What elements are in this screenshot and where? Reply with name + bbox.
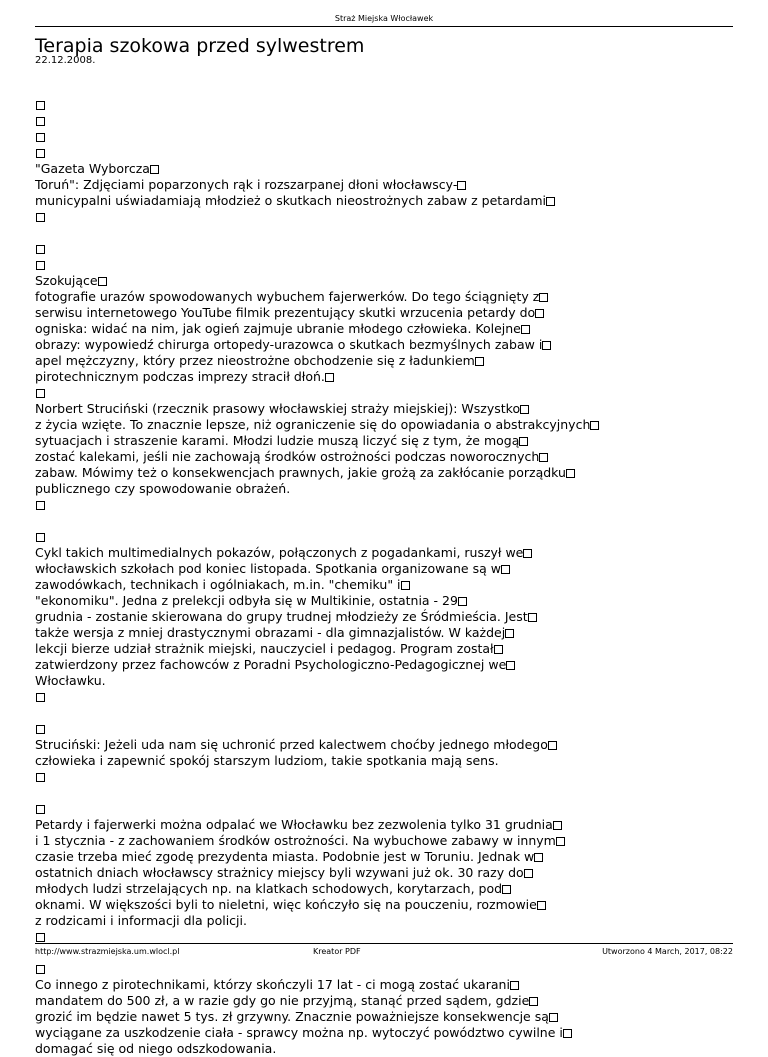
missing-glyph-box-icon [535,309,544,318]
text-line [35,913,735,929]
missing-glyph-box-icon [590,421,599,430]
text-line [35,305,735,321]
text-line-content: serwisu internetowego YouTube filmik prezentujący skutki wrzucenia petardy do [35,305,536,320]
text-line [35,385,735,401]
missing-glyph-box-icon [36,773,45,782]
text-line [35,657,735,673]
text-line-content: Norbert Struciński (rzecznik prasowy włocławskiej straży miejskiej): Wszystko [35,401,521,416]
text-line-content: Struciński: Jeżeli uda nam się uchronić przed kalectwem choćby jednego młodego [35,737,548,752]
text-line [35,161,735,177]
text-line-content: młodych ludzi strzelających np. na klatkach schodowych, korytarzach, pod [35,881,503,896]
missing-glyph-box-icon [523,549,532,558]
text-line [35,593,735,609]
missing-glyph-box-icon [521,325,530,334]
missing-glyph-box-icon [546,197,555,206]
text-line [35,609,735,625]
text-line-content: publicznego czy spowodowanie obrażeń. [35,481,291,496]
text-line-content: Toruń": Zdjęciami poparzonych rąk i rozszarpanej dłoni włocławscy- [35,177,458,192]
text-line-content: Szokujące [35,273,98,288]
text-line-content: grozić im będzie nawet 5 tys. zł grzywny. Znacznie poważniejsze konsekwencje są [35,1009,549,1024]
text-line [35,417,735,433]
text-line-content: pirotechnicznym podczas imprezy stracił dłoń. [35,369,325,384]
text-line [35,369,735,385]
text-line [35,577,735,593]
text-line [35,401,735,417]
text-line [35,257,735,273]
text-line [35,641,735,657]
missing-glyph-box-icon [98,277,107,286]
text-line [35,785,735,801]
missing-glyph-box-icon [36,101,45,110]
missing-glyph-box-icon [566,469,575,478]
text-line [35,769,735,785]
text-line [35,1041,735,1057]
missing-glyph-box-icon [539,293,548,302]
text-line [35,225,735,241]
text-line [35,849,735,865]
text-line [35,737,735,753]
text-line-content: grudnia - zostanie skierowana do grupy trudnej młodzieży ze Śródmieścia. Jest [35,609,528,624]
footer-url: http://www.strazmiejska.um.wlocl.pl [35,947,180,956]
text-line-content: czasie trzeba mieć zgodę prezydenta miasta. Podobnie jest w Toruniu. Jednak w [35,849,535,864]
text-line [35,97,735,113]
text-line [35,209,735,225]
missing-glyph-box-icon [563,1029,572,1038]
text-line-content: domagać się od niego odszkodowania. [35,1041,277,1056]
missing-glyph-box-icon [528,613,537,622]
missing-glyph-box-icon [537,901,546,910]
text-line-content: zatwierdzony przez fachowców z Poradni Psychologiczno-Pedagogicznej we [35,657,507,672]
missing-glyph-box-icon [36,261,45,270]
text-line [35,753,735,769]
text-line-content: obrazy: wypowiedź chirurga ortopedy-urazowca o skutkach bezmyślnych zabaw i [35,337,543,352]
text-line [35,513,735,529]
missing-glyph-box-icon [542,341,551,350]
text-line [35,273,735,289]
text-line-content: fotografie urazów spowodowanych wybuchem fajerwerków. Do tego ściągnięty z [35,289,540,304]
missing-glyph-box-icon [506,661,515,670]
text-line [35,721,735,737]
text-line [35,289,735,305]
text-line [35,241,735,257]
missing-glyph-box-icon [519,437,528,446]
article-body [35,97,735,1057]
text-line-content: także wersja z mniej drastycznymi obrazami - dla gimnazjalistów. W każdej [35,625,506,640]
missing-glyph-box-icon [36,213,45,222]
text-line [35,113,735,129]
text-line-content: mandatem do 500 zł, a w razie gdy go nie przyjmą, stanąć przed sądem, gdzie [35,993,530,1008]
missing-glyph-box-icon [501,565,510,574]
text-line-content: Petardy i fajerwerki można odpalać we Włocławku bez zezwolenia tylko 31 grudnia [35,817,553,832]
text-line [35,625,735,641]
text-line [35,1025,735,1041]
text-line [35,897,735,913]
text-line [35,353,735,369]
text-line-content: i 1 stycznia - z zachowaniem środków ostrożności. Na wybuchowe zabawy w innym [35,833,556,848]
text-line [35,449,735,465]
text-line [35,145,735,161]
missing-glyph-box-icon [553,821,562,830]
missing-glyph-box-icon [36,693,45,702]
missing-glyph-box-icon [36,533,45,542]
text-line [35,529,735,545]
text-line [35,481,735,497]
footer-generator: Kreator PDF [313,947,361,956]
text-line-content: z rodzicami i informacji dla policji. [35,913,247,928]
text-line-content: "ekonomiku". Jedna z prelekcji odbyła się w Multikinie, ostatnia - 29 [35,593,458,608]
missing-glyph-box-icon [520,405,529,414]
text-line-content: zabaw. Mówimy też o konsekwencjach prawnych, jakie grożą za zakłócanie porządku [35,465,566,480]
text-line-content: Cykl takich multimedialnych pokazów, połączonych z pogadankami, ruszył we [35,545,524,560]
missing-glyph-box-icon [36,245,45,254]
text-line-content: municypalni uświadamiają młodzież o skutkach nieostrożnych zabaw z petardami [35,193,547,208]
missing-glyph-box-icon [36,725,45,734]
text-line [35,497,735,513]
text-line-content: oknami. W większości byli to nieletni, więc kończyło się na pouczeniu, rozmowie [35,897,537,912]
missing-glyph-box-icon [502,885,511,894]
text-line [35,977,735,993]
text-line-content: sytuacjach i straszenie karami. Młodzi ludzie muszą liczyć się z tym, że mogą [35,433,520,448]
text-line [35,177,735,193]
text-line [35,545,735,561]
text-line [35,689,735,705]
text-line [35,129,735,145]
text-line-content: Włocławku. [35,673,106,688]
text-line [35,993,735,1009]
text-line [35,865,735,881]
missing-glyph-box-icon [36,149,45,158]
text-line-content: ogniska: widać na nim, jak ogień zajmuje ubranie młodego człowieka. Kolejne [35,321,521,336]
text-line [35,881,735,897]
missing-glyph-box-icon [36,389,45,398]
text-line-content: z życia wzięte. To znacznie lepsze, niż ograniczenie się do opowiadania o abstrakcyjnych [35,417,591,432]
missing-glyph-box-icon [548,741,557,750]
text-line [35,465,735,481]
missing-glyph-box-icon [36,965,45,974]
missing-glyph-box-icon [475,357,484,366]
missing-glyph-box-icon [494,645,503,654]
text-line [35,337,735,353]
text-line [35,1009,735,1025]
footer-divider [35,943,733,944]
footer-created: Utworzono 4 March, 2017, 08:22 [602,947,733,956]
missing-glyph-box-icon [36,117,45,126]
text-line [35,705,735,721]
missing-glyph-box-icon [529,997,538,1006]
missing-glyph-box-icon [505,629,514,638]
text-line-content: "Gazeta Wyborcza [35,161,150,176]
text-line [35,801,735,817]
article-date: 22.12.2008. [35,55,96,66]
text-line [35,961,735,977]
page-header: Straż Miejska Włocławek [334,14,434,23]
missing-glyph-box-icon [457,181,466,190]
header-divider [35,26,733,27]
text-line-content: włocławskich szkołach pod koniec listopada. Spotkania organizowane są w [35,561,501,576]
missing-glyph-box-icon [36,501,45,510]
missing-glyph-box-icon [510,981,519,990]
text-line [35,321,735,337]
text-line [35,817,735,833]
text-line-content: zostać kalekami, jeśli nie zachowają środków ostrożności podczas noworocznych [35,449,540,464]
text-line-content: apel mężczyzny, który przez nieostrożne obchodzenie się z ładunkiem [35,353,475,368]
text-line-content: lekcji bierze udział strażnik miejski, nauczyciel i pedagog. Program został [35,641,494,656]
missing-glyph-box-icon [325,373,334,382]
missing-glyph-box-icon [36,133,45,142]
text-line-content: ostatnich dniach włocławscy strażnicy miejscy byli wzywani już ok. 30 razy do [35,865,524,880]
text-line [35,193,735,209]
missing-glyph-box-icon [524,869,533,878]
text-line-content: człowieka i zapewnić spokój starszym ludziom, takie spotkania mają sens. [35,753,499,768]
missing-glyph-box-icon [534,853,543,862]
text-line-content: zawodówkach, technikach i ogólniakach, m.in. "chemiku" i [35,577,401,592]
text-line [35,561,735,577]
text-line-content: wyciągane za uszkodzenie ciała - sprawcy można np. wytoczyć powództwo cywilne i [35,1025,563,1040]
missing-glyph-box-icon [539,453,548,462]
missing-glyph-box-icon [401,581,410,590]
missing-glyph-box-icon [36,933,45,942]
text-line-content: Co innego z pirotechnikami, którzy skończyli 17 lat - ci mogą zostać ukarani [35,977,510,992]
missing-glyph-box-icon [556,837,565,846]
article-title: Terapia szokowa przed sylwestrem [35,35,365,57]
missing-glyph-box-icon [549,1013,558,1022]
missing-glyph-box-icon [150,165,159,174]
missing-glyph-box-icon [458,597,467,606]
missing-glyph-box-icon [36,805,45,814]
text-line [35,833,735,849]
text-line [35,433,735,449]
text-line [35,673,735,689]
